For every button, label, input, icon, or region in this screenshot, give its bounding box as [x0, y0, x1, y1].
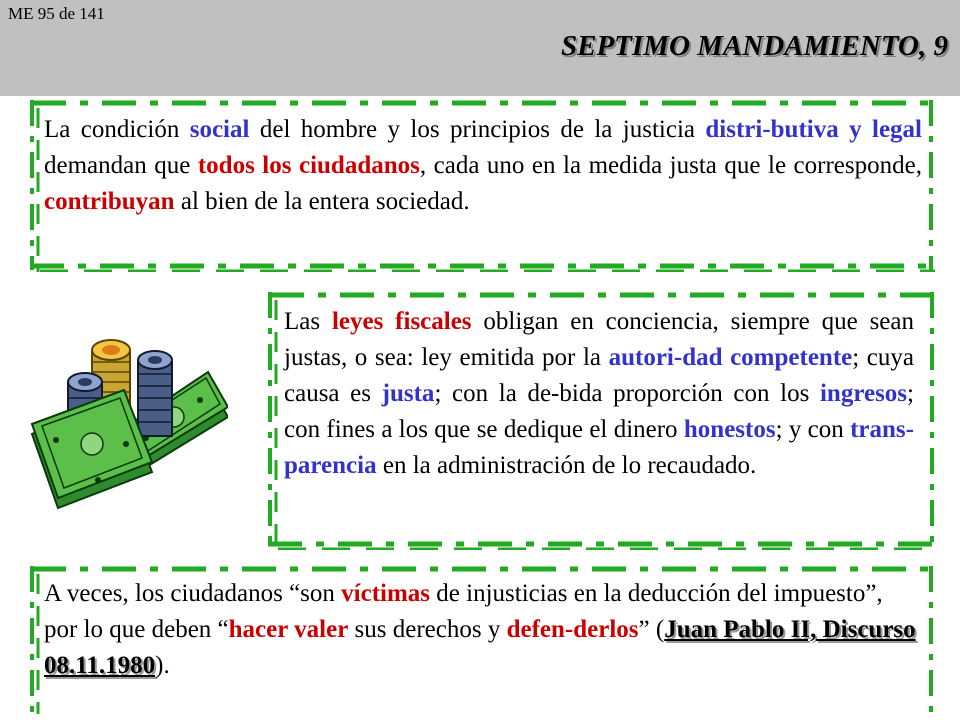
highlight-contribuyan: contribuyan [44, 188, 175, 215]
highlight-ingresos: ingresos [819, 380, 908, 407]
paragraph-box-1 [30, 100, 935, 272]
paragraph-1: La condición social del hombre y los principios de la justicia distri-butiva y legal demandan que todos los ciudadanos, cada uno en la medida justa que le corresponde, contribuyan al bien de la entera sociedad. [44, 116, 922, 215]
highlight-leyes-fiscales: leyes fiscales [331, 308, 472, 335]
highlight-honestos: honestos [683, 416, 776, 443]
highlight-hacer-valer: hacer valer [228, 616, 349, 643]
page-number: ME 95 de 141 [8, 4, 105, 23]
citation: Juan Pablo II, Discurso 08.11.1980 [44, 616, 916, 679]
highlight-distributiva: distri-butiva y legal [705, 116, 922, 143]
highlight-social: social [189, 116, 250, 143]
highlight-ciudadanos: todos los ciudadanos [197, 152, 420, 179]
highlight-transparencia: trans-parencia [284, 416, 914, 479]
paragraph-box-2 [268, 292, 936, 550]
paragraph-3: A veces, los ciudadanos “son víctimas de injusticias en la deducción del impuesto”, por lo que deben “hacer valer sus derechos y defen-derlos” (Juan Pablo II, Discurso 08.11.1980). [44, 580, 916, 679]
highlight-victimas: víctimas [341, 580, 431, 607]
highlight-justa: justa [381, 380, 435, 407]
highlight-autoridad: autori-dad competente [608, 344, 853, 371]
highlight-defenderlos: defen-derlos [506, 616, 639, 643]
header-bar [0, 0, 960, 96]
paragraph-box-3 [30, 566, 935, 714]
paragraph-2: Las leyes fiscales obligan en conciencia, siempre que sean justas, o sea: ley emitida por la autori-dad competente; cuya causa es justa; con la de-bida proporción con los ingresos; con fines a los que se dedique el dinero honestos; y con trans-parencia en la administración de lo recaudado. [284, 308, 914, 479]
money-stack-icon [28, 322, 228, 517]
slide-title: SEPTIMO MANDAMIENTO, 9 [560, 30, 948, 62]
